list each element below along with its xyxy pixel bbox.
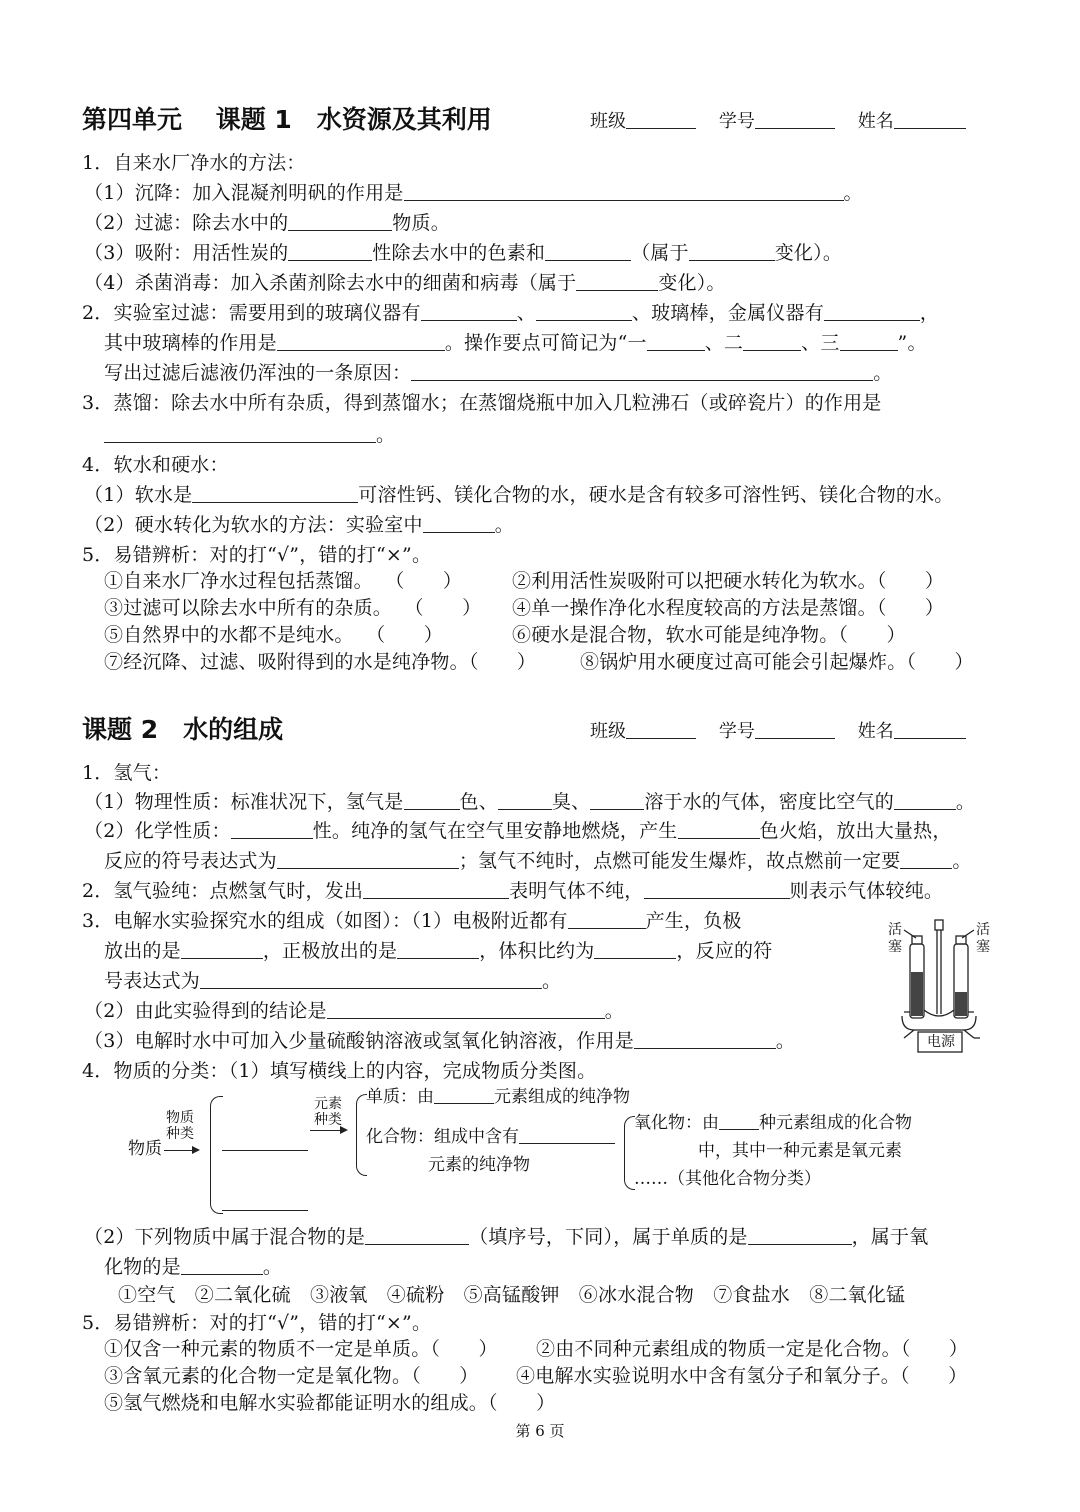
- question-line: 2．实验室过滤：需要用到的玻璃仪器有 、 、玻璃棒，金属仪器有 ，: [82, 302, 940, 324]
- answer-blank[interactable]: [423, 514, 495, 533]
- prompt-text: 变化）。: [774, 242, 843, 264]
- answer-blank[interactable]: [365, 1226, 469, 1245]
- prompt-text: 。操作要点可简记为“一: [444, 332, 647, 354]
- prompt-text: 产生，负极: [645, 910, 742, 932]
- answer-blank[interactable]: [404, 791, 460, 810]
- prompt-text: 、玻璃棒，金属仪器有: [631, 302, 824, 324]
- elemental-substance-line: [366, 1086, 630, 1108]
- question-heading: 5．易错辨析：对的打“√”，错的打“×”。: [82, 544, 432, 566]
- prompt-text: （2）化学性质：: [84, 820, 231, 842]
- answer-blank[interactable]: [519, 1129, 615, 1144]
- judge-paren[interactable]: （ ）: [385, 570, 463, 592]
- judge-item: [104, 649, 536, 675]
- prompt-text: ，反应的符: [676, 940, 773, 962]
- judge-text: ⑧锅炉用水硬度过高可能会引起爆炸。: [580, 651, 907, 673]
- question-line: 化物的是 。: [104, 1256, 283, 1278]
- question-line: 号表达式为 。: [104, 970, 562, 992]
- prompt-text: 3．蒸馏：除去水中所有杂质，得到蒸馏水；在蒸馏烧瓶中加入几粒沸石（或碎瓷片）的作用是: [82, 392, 882, 414]
- question-line: （1）沉降：加入混凝剂明矾的作用是 。: [84, 182, 863, 204]
- judge-item: [104, 568, 462, 594]
- answer-blank[interactable]: [840, 332, 898, 351]
- prompt-text: （1）软水是: [84, 484, 193, 506]
- judge-paren[interactable]: （ ）: [468, 651, 537, 673]
- prompt-text: （3）吸附：用活性炭的: [84, 242, 289, 264]
- section-title: 第四单元 课题 1 水资源及其利用: [82, 105, 492, 134]
- prompt-text: 3．电解水实验探究水的组成（如图）：（1）电极附近都有: [82, 910, 568, 932]
- judge-paren[interactable]: （ ）: [876, 570, 945, 592]
- diagram-text: 种元素组成的化合物: [759, 1113, 912, 1133]
- prompt-text: 放出的是: [104, 940, 181, 962]
- answer-blank[interactable]: [231, 820, 313, 839]
- answer-blank[interactable]: [192, 484, 358, 503]
- prompt-text: 化物的是: [104, 1256, 181, 1278]
- question-line: （2）硬水转化为软水的方法：实验室中 。: [84, 514, 514, 536]
- prompt-text: （属于: [631, 242, 689, 264]
- judge-text: ④电解水实验说明水中含有氢分子和氧分子。: [516, 1365, 901, 1387]
- by-element-kind-label: 元素种类: [314, 1096, 342, 1128]
- prompt-text: 物质。: [392, 212, 450, 234]
- arrow-icon: [310, 1130, 346, 1131]
- judge-text: ⑦经沉降、过滤、吸附得到的水是纯净物。: [104, 651, 469, 673]
- prompt-text: 2．氢气验纯：点燃氢气时，发出: [82, 880, 364, 902]
- answer-blank[interactable]: [498, 791, 552, 810]
- prompt-text: （4）杀菌消毒：加入杀菌剂除去水中的细菌和病毒（属于: [84, 272, 577, 294]
- class-label: 班级: [590, 721, 626, 742]
- judge-text: ③含氧元素的化合物一定是氧化物。: [104, 1365, 412, 1387]
- oxide-line: [634, 1112, 912, 1134]
- judge-paren[interactable]: （ ）: [488, 1392, 556, 1414]
- prompt-text: 可溶性钙、镁化合物的水，硬水是含有较多可溶性钙、镁化合物的水。: [358, 484, 954, 506]
- answer-blank[interactable]: [900, 850, 952, 869]
- question-line: [84, 270, 726, 296]
- prompt-text: （2）下列物质中属于混合物的是: [84, 1226, 366, 1248]
- answer-blank[interactable]: [678, 820, 760, 839]
- class-blank[interactable]: [626, 720, 696, 739]
- name-blank[interactable]: [894, 110, 966, 129]
- id-blank[interactable]: [755, 720, 835, 739]
- question-heading: 5．易错辨析：对的打“√”，错的打“×”。: [82, 1312, 432, 1334]
- question-line: [84, 818, 952, 844]
- judge-item: [512, 622, 906, 648]
- matter-label: 物质: [128, 1139, 162, 1159]
- question-line: [104, 938, 772, 964]
- question-line: [84, 210, 450, 236]
- classification-diagram: [120, 1086, 960, 1216]
- prompt-text: ，正极放出的是: [262, 940, 398, 962]
- answer-blank[interactable]: [719, 1115, 759, 1130]
- prompt-text: 变化）。: [658, 272, 726, 294]
- judge-paren[interactable]: （ ）: [876, 597, 945, 619]
- prompt-text: 表明气体不纯，: [509, 880, 644, 902]
- answer-blank[interactable]: [288, 212, 392, 231]
- judge-text: ⑤自然界中的水都不是纯水。: [104, 624, 354, 646]
- question-line: 其中玻璃棒的作用是 。操作要点可简记为“一 、二 、三 ”。: [104, 332, 927, 354]
- answer-blank[interactable]: [327, 1000, 605, 1019]
- judge-item: [104, 1390, 555, 1416]
- answer-blank[interactable]: [743, 332, 801, 351]
- judge-paren[interactable]: （ ）: [411, 1365, 479, 1387]
- answer-blank[interactable]: [545, 242, 631, 261]
- question-line: （2）由此实验得到的结论是 。: [84, 1000, 624, 1022]
- judge-item: [104, 1363, 479, 1389]
- section-title: 课题 2 水的组成: [82, 715, 284, 744]
- prompt-text: （填序号，下同），属于单质的是: [469, 1226, 748, 1248]
- judge-item: [104, 595, 481, 621]
- stopcock-label-right: 活塞: [976, 922, 990, 955]
- answer-blank[interactable]: [536, 302, 632, 321]
- diagram-text: 元素的纯净物: [428, 1155, 530, 1175]
- answer-blank[interactable]: [397, 940, 479, 959]
- name-label: 姓名: [857, 111, 894, 132]
- id-blank[interactable]: [755, 110, 835, 129]
- question-line: [84, 482, 954, 508]
- judge-paren[interactable]: （ ）: [430, 1338, 498, 1360]
- answer-blank[interactable]: [644, 880, 790, 899]
- answer-blank[interactable]: [824, 302, 920, 321]
- judge-item: [512, 568, 944, 594]
- left-brace-icon: [210, 1096, 223, 1214]
- prompt-text: 色火焰，放出大量热，: [759, 820, 952, 842]
- name-blank[interactable]: [894, 720, 966, 739]
- diagram-text: 氧化物：由: [634, 1113, 719, 1133]
- diagram-text: ……（其他化合物分类）: [634, 1169, 821, 1189]
- answer-blank[interactable]: [363, 880, 509, 899]
- prompt-text: 臭、: [551, 791, 591, 813]
- question-heading: 1．氢气：: [82, 762, 172, 784]
- answer-blank[interactable]: [568, 910, 646, 929]
- answer-blank[interactable]: [594, 940, 676, 959]
- judge-paren[interactable]: （ ）: [900, 1338, 969, 1360]
- question-heading: 1．自来水厂净水的方法：: [82, 152, 306, 174]
- answer-blank[interactable]: [222, 1210, 308, 1211]
- id-label: 学号: [718, 721, 755, 742]
- judge-text: ①仅含一种元素的物质不一定是单质。: [104, 1338, 431, 1360]
- prompt-text: （1）物理性质：标准状况下，氢气是: [84, 791, 404, 813]
- prompt-text: 溶于水的气体，密度比空气的: [644, 791, 894, 813]
- diagram-text: 化合物：组成中含有: [366, 1127, 519, 1147]
- answer-blank[interactable]: [689, 242, 775, 261]
- question-line: 4．物质的分类：（1）填写横线上的内容，完成物质分类图。: [82, 1060, 597, 1082]
- compound-line: [366, 1126, 615, 1148]
- answer-blank[interactable]: [277, 850, 459, 869]
- question-heading: 4．软水和硬水：: [82, 454, 229, 476]
- judge-item: [580, 649, 974, 675]
- answer-blank[interactable]: [590, 791, 644, 810]
- answer-blank[interactable]: [104, 424, 376, 443]
- judge-paren[interactable]: （ ）: [404, 597, 482, 619]
- name-label: 姓名: [857, 721, 894, 742]
- question-line: [82, 390, 882, 416]
- answer-blank[interactable]: [288, 242, 372, 261]
- judge-text: ②由不同种元素组成的物质一定是化合物。: [536, 1338, 901, 1360]
- arrow-icon: [164, 1150, 198, 1151]
- answer-blank[interactable]: [411, 362, 873, 381]
- judge-item: [536, 1336, 968, 1362]
- prompt-text: （2）过滤：除去水中的: [84, 212, 289, 234]
- prompt-text: 号表达式为: [104, 970, 201, 992]
- prompt-text: （2）由此实验得到的结论是: [84, 1000, 327, 1022]
- question-line: 写出过滤后滤液仍浑浊的一条原因： 。: [104, 362, 893, 384]
- prompt-text: 、三: [801, 332, 840, 354]
- diagram-text: 元素组成的纯净物: [494, 1087, 630, 1107]
- prompt-text: ；氢气不纯时，点燃可能发生爆炸，故点燃前一定要: [458, 850, 901, 872]
- prompt-text: 色、: [459, 791, 498, 813]
- judge-paren[interactable]: （ ）: [838, 624, 906, 646]
- diagram-text: 中，其中一种元素是氧元素: [698, 1141, 902, 1161]
- prompt-text: 性。纯净的氢气在空气里安静地燃烧，产生: [312, 820, 678, 842]
- question-line: 反应的符号表达式为 ；氢气不纯时，点燃可能发生爆炸，故点燃前一定要 。: [104, 850, 972, 872]
- question-line: （1）物理性质：标准状况下，氢气是 色、 臭、 溶于水的气体，密度比空气的 。: [84, 791, 976, 813]
- id-label: 学号: [718, 111, 755, 132]
- prompt-text: 则表示气体较纯。: [789, 880, 944, 902]
- power-supply-label: 电源: [927, 1034, 955, 1050]
- prompt-text: 2．实验室过滤：需要用到的玻璃仪器有: [82, 302, 421, 324]
- prompt-text: 性除去水中的色素和: [372, 242, 546, 264]
- judge-paren[interactable]: （ ）: [900, 1365, 968, 1387]
- question-line: [84, 1224, 928, 1250]
- judge-text: ②利用活性炭吸附可以把硬水转化为软水。: [512, 570, 877, 592]
- question-line: [84, 240, 842, 266]
- answer-blank[interactable]: [634, 1030, 776, 1049]
- answer-blank[interactable]: [181, 940, 263, 959]
- question-line: [82, 878, 943, 904]
- student-info: [590, 720, 966, 744]
- answer-blank[interactable]: [200, 970, 542, 989]
- prompt-text: （1）沉降：加入混凝剂明矾的作用是: [84, 182, 404, 204]
- judge-item: [104, 1336, 498, 1362]
- judge-text: ⑤氢气燃烧和电解水实验都能证明水的组成。: [104, 1392, 489, 1414]
- judge-text: ⑥硬水是混合物，软水可能是纯净物。: [512, 624, 839, 646]
- answer-blank[interactable]: [576, 272, 658, 291]
- judge-item: [516, 1363, 967, 1389]
- page-number: 第 6 页: [515, 1422, 565, 1440]
- judge-paren[interactable]: （ ）: [906, 651, 974, 673]
- answer-blank[interactable]: [434, 1089, 494, 1104]
- judge-text: ④单一操作净化水程度较高的方法是蒸馏。: [512, 597, 877, 619]
- prompt-text: 其中玻璃棒的作用是: [104, 332, 277, 354]
- prompt-text: （3）电解时水中可加入少量硫酸钠溶液或氢氧化钠溶液，作用是: [84, 1030, 634, 1052]
- answer-blank[interactable]: [894, 791, 956, 810]
- prompt-text: ，属于氧: [851, 1226, 929, 1248]
- answer-blank[interactable]: [421, 302, 517, 321]
- prompt-text: ，体积比约为: [479, 940, 595, 962]
- options-list: ①空气 ②二氧化硫 ③液氧 ④硫粉 ⑤高锰酸钾 ⑥冰水混合物 ⑦食盐水 ⑧二氧化锰: [118, 1284, 906, 1306]
- by-substance-kind-label: 物质种类: [166, 1110, 194, 1142]
- judge-item: [512, 595, 944, 621]
- electrolysis-apparatus: [884, 912, 994, 1062]
- answer-blank[interactable]: [277, 332, 445, 351]
- prompt-text: 反应的符号表达式为: [104, 850, 277, 872]
- question-line: （3）电解时水中可加入少量硫酸钠溶液或氢氧化钠溶液，作用是 。: [84, 1030, 796, 1052]
- student-info: [590, 110, 966, 134]
- prompt-text: （2）硬水转化为软水的方法：实验室中: [84, 514, 423, 536]
- answer-blank[interactable]: [647, 332, 705, 351]
- question-line: 。: [104, 422, 395, 448]
- prompt-text: 写出过滤后滤液仍浑浊的一条原因：: [104, 362, 412, 384]
- class-label: 班级: [590, 111, 626, 132]
- answer-blank[interactable]: [748, 1226, 852, 1245]
- stopcock-label-left: 活塞: [888, 922, 902, 955]
- prompt-text: 、二: [704, 332, 744, 354]
- class-blank[interactable]: [626, 110, 696, 129]
- judge-text: ①自来水厂净水过程包括蒸馏。: [104, 570, 373, 592]
- judge-text: ③过滤可以除去水中所有的杂质。: [104, 597, 393, 619]
- question-line: [82, 908, 742, 934]
- diagram-text: 单质：由: [366, 1087, 434, 1107]
- answer-blank[interactable]: [222, 1150, 308, 1151]
- answer-blank[interactable]: [404, 182, 844, 201]
- judge-item: [104, 622, 443, 648]
- judge-paren[interactable]: （ ）: [366, 624, 443, 646]
- answer-blank[interactable]: [181, 1256, 263, 1275]
